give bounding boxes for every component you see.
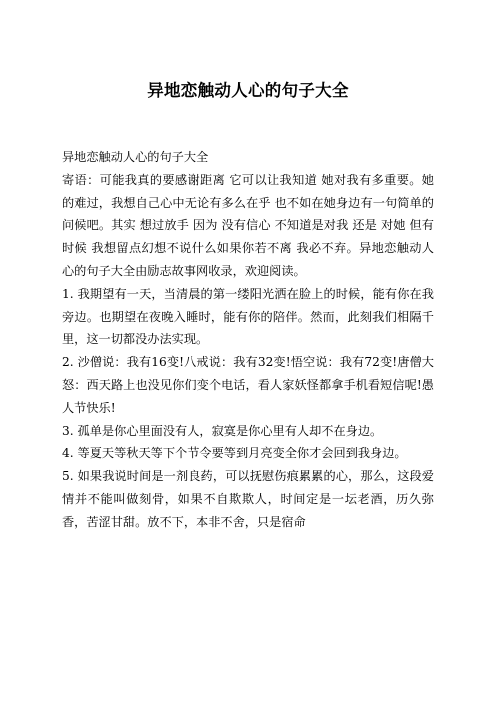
document-title: 异地恋触动人心的句子大全 <box>147 81 349 100</box>
document-subtitle: 异地恋触动人心的句子大全 <box>62 150 209 164</box>
list-item-2: 2. 沙僧说：我有16变!八戒说：我有32变!悟空说：我有72变!唐僧大怒：西天路上也没见你们变个电话，看人家妖怪都拿手机看短信呢!愚人节快乐! <box>62 355 434 415</box>
document-body <box>62 146 434 534</box>
list-item-5: 5. 如果我说时间是一剂良药，可以抚慰伤痕累累的心，那么，这段爱情并不能叫做刻骨，如果不自欺欺人，时间定是一坛老酒，历久弥香，苦涩甘甜。放不下，本非不舍，只是宿命 <box>62 469 434 529</box>
list-item-4: 4. 等夏天等秋天等下个节令要等到月亮变全你才会回到我身边。 <box>62 446 407 461</box>
intro-paragraph: 寄语：可能我真的要感谢距离 它可以让我知道 她对我有多重要。她的难过，我想自己心中无论有多么在乎 也不如在她身边有一句简单的问候吧。其实 想过放手 因为 没有信心 不知道是对我 还是 对她 但有时候 我想留点幻想不说什么如果你若不离 我必不弃。异地恋触动人心的句子大全由励志故事网收录，欢迎阅读。 <box>62 172 434 278</box>
list-item-1: 1. 我期望有一天，当清晨的第一缕阳光洒在脸上的时候，能有你在我旁边。也期望在夜晚入睡时，能有你的陪伴。然而，此刻我们相隔千里，这一切都没办法实现。 <box>62 286 434 347</box>
list-item-3: 3. 孤单是你心里面没有人，寂寞是你心里有人却不在身边。 <box>62 423 383 438</box>
